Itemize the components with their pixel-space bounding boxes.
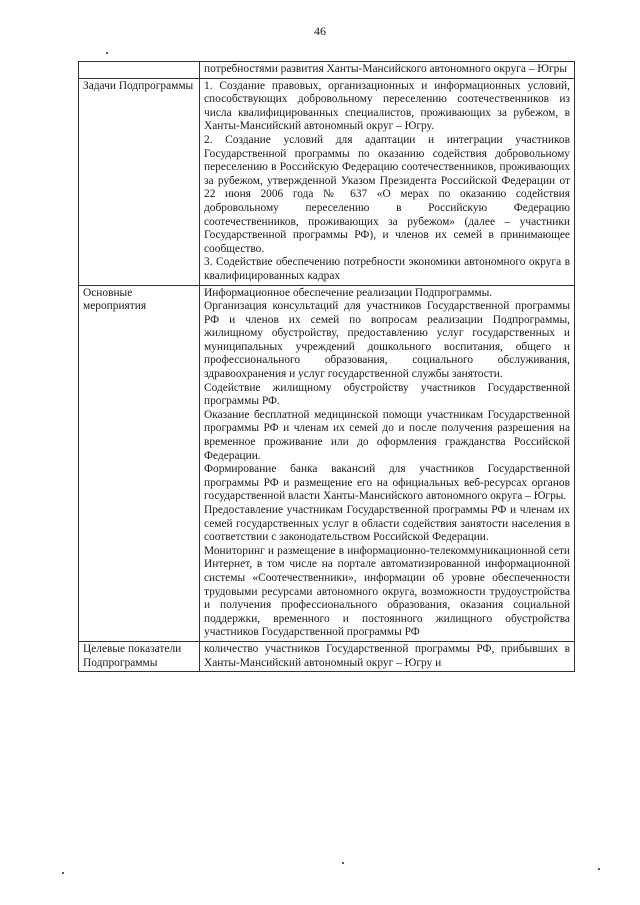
table-row xyxy=(79,62,575,79)
scan-dot xyxy=(342,862,344,864)
scan-dot xyxy=(62,872,64,874)
paragraph: 1. Создание правовых, организационных и информационных условий, способствующих добровольному переселению соотечественников из числа квалифицированных специалистов, проживающих за рубежом, в Ханты-Мансийский автономный округ – Югру. xyxy=(204,79,570,133)
row-content xyxy=(200,62,575,79)
row-content xyxy=(200,641,575,671)
program-passport-table xyxy=(78,61,575,672)
paragraph: потребностями развития Ханты-Мансийского автономного округа – Югры xyxy=(204,63,567,75)
paragraph: Информационное обеспечение реализации Подпрограммы. xyxy=(204,286,493,299)
paragraph: Предоставление участникам Государственной программы РФ и членам их семей государственных услуг в области содействия занятости населения в соответствии с законодательством Российской Федерации. xyxy=(204,504,570,544)
scan-dot xyxy=(106,52,108,54)
paragraph: Мониторинг и размещение в информационно-телекоммуникационной сети Интернет, в том числе на портале автоматизированной информационной системы «Соотечественники», информации об уровне обеспеченности трудовыми ресурсами автономного округа, возможности трудоустройства и получения профессионального образования, оказания социальной поддержки, временного и постоянного жилищного обустройства участников Государственной программы РФ xyxy=(204,544,570,639)
row-label: Задачи Подпрограммы xyxy=(79,78,200,285)
row-content xyxy=(200,78,575,285)
paragraph: 3. Содействие обеспечению потребности экономики автономного округа в квалифицированных кадрах xyxy=(204,256,570,282)
paragraph: Формирование банка вакансий для участников Государственной программы РФ и размещение его на официальных веб-ресурсах органов государственной власти Ханты-Мансийского автономного округа – Югры. xyxy=(204,463,570,503)
paragraph: Организация консультаций для участников Государственной программы РФ и членов их семей по вопросам реализации Подпрограммы, жилищному обустройству, предоставлению услуг государственных и муниципальных учреждений дошкольного воспитания, общего и профессионального образования, социального обслуживания, здравоохранения и услуг государственной службы занятости. xyxy=(204,300,570,381)
paragraph: Оказание бесплатной медицинской помощи участникам Государственной программы РФ и членам их семей до и после получения разрешения на временное проживание или до оформления гражданства Российской Федерации. xyxy=(204,408,570,462)
table-row xyxy=(79,285,575,641)
paragraph: количество участников Государственной программы РФ, прибывших в Ханты-Мансийский автономный округ – Югру и xyxy=(204,642,570,669)
row-content xyxy=(200,285,575,641)
paragraph: 2. Создание условий для адаптации и интеграции участников Государственной программы по оказанию содействия добровольному переселению в Российскую Федерацию соотечественников, проживающих за рубежом, утвержденной Указом Президента Российской Федерации от 22 июня 2006 года № 637 «О мерах по оказанию содействия добровольному переселению в Российскую Федерацию соотечественников, проживающих за рубежом» (далее – участники Государственной программы РФ), и членов их семей в принимающее сообщество. xyxy=(204,133,570,255)
scan-dot xyxy=(598,868,600,870)
row-label xyxy=(79,62,200,79)
page-number: 46 xyxy=(314,24,326,38)
row-label: Основные мероприятия xyxy=(79,285,200,641)
table-row xyxy=(79,78,575,285)
paragraph: Содействие жилищному обустройству участников Государственной программы РФ. xyxy=(204,381,570,408)
table-row xyxy=(79,641,575,671)
row-label: Целевые показатели Подпрограммы xyxy=(79,641,200,671)
